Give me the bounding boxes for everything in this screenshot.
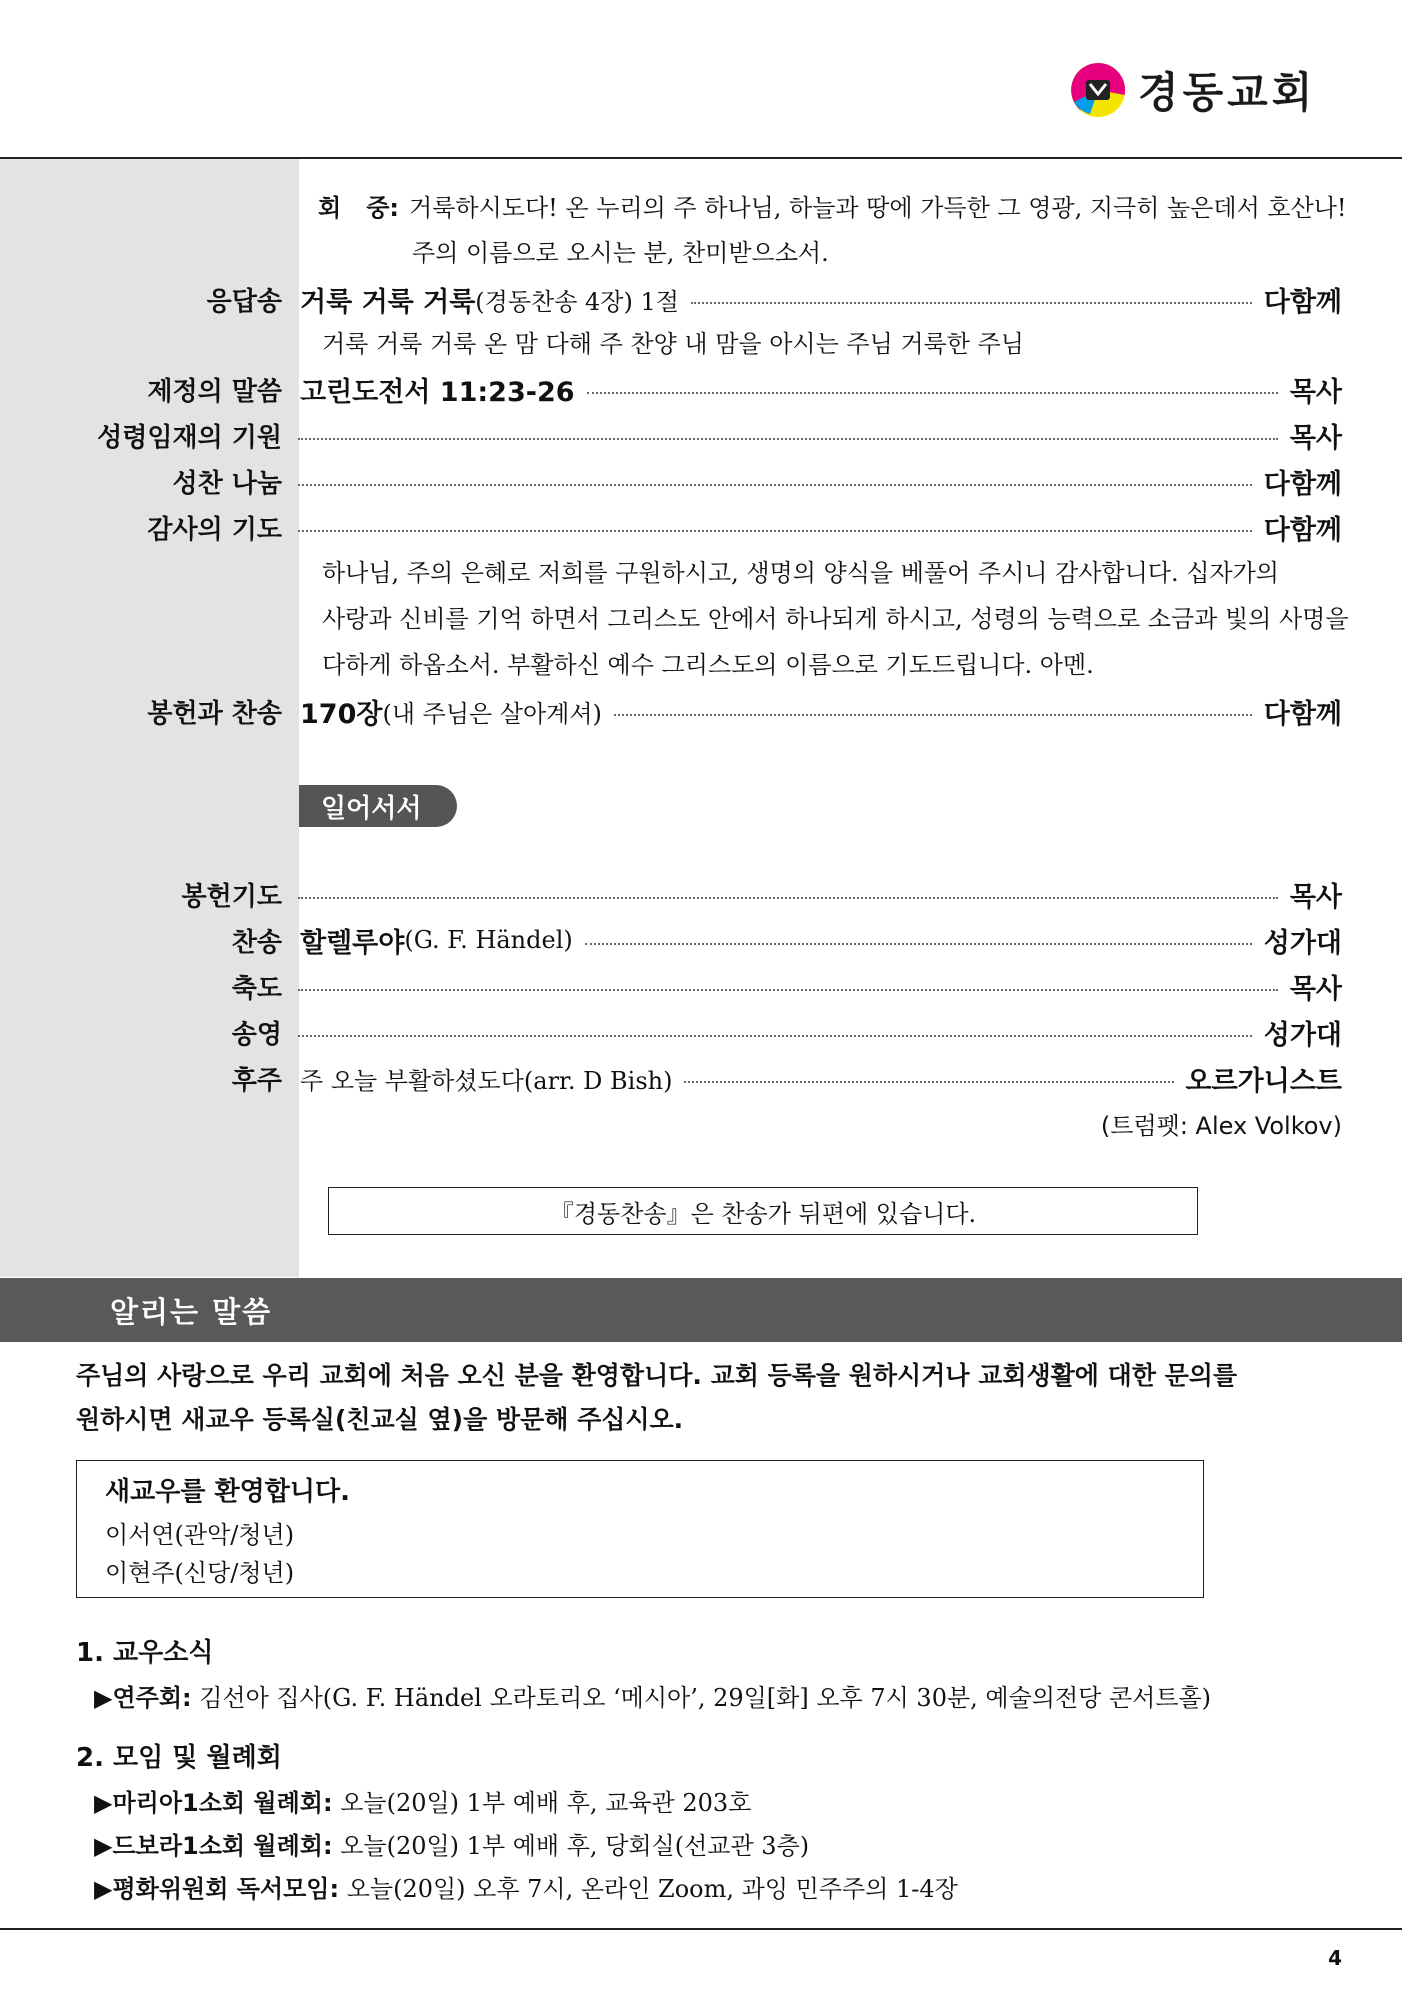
leader-dots [298,897,1278,899]
worship-item-leader: 목사 [1289,973,1342,1005]
response-lyrics: 거룩 거룩 거룩 온 맘 다해 주 찬양 내 맘을 아시는 주님 거룩한 주님 [322,330,1024,358]
newcomer-name: 이서연(관악/청년) [105,1521,295,1549]
worship-item-leader: 다함께 [1263,698,1342,730]
worship-item-leader: 성가대 [1263,1019,1342,1051]
newcomer-title: 새교우를 환영합니다. [105,1477,350,1507]
leader-dots [614,714,1252,716]
leader-dots [684,1081,1173,1083]
leader-dots [298,438,1278,440]
section-heading-meetings: 2. 모임 및 월례회 [76,1743,282,1773]
worship-item-institution [0,369,1342,409]
congregation-line-2: 주의 이름으로 오시는 분, 찬미받으소서. [412,239,829,267]
worship-item-label: 감사의 기도 [147,514,282,545]
worship-item-label: 성령임재의 기원 [97,422,282,453]
worship-item-communion [0,461,1342,501]
section-heading-member-news: 1. 교우소식 [76,1638,214,1668]
list-item [94,1826,809,1861]
hymnal-note: 『경동찬송』은 찬송가 뒤편에 있습니다. [328,1187,1198,1235]
item-text: 오늘(20일) 1부 예배 후, 교육관 203호 [332,1789,752,1817]
item-key: ▶마리아1소회 월례회: [94,1789,333,1817]
list-item [94,1869,958,1904]
worship-item-offering-prayer [0,874,1342,914]
worship-item-thanks-prayer [0,507,1342,547]
worship-item-label: 응답송 [206,286,282,317]
leader-dots [585,943,1252,945]
worship-item-sub: (경동찬송 4장) 1절 [475,287,679,316]
worship-item-epiclesis [0,415,1342,455]
church-logo [1070,60,1316,120]
congregation-label: 회 중: [318,194,400,222]
thanks-prayer-line-1: 하나님, 주의 은혜로 저희를 구원하시고, 생명의 양식을 베풀어 주시니 감사합니다. 십자가의 [322,559,1279,587]
worship-item-sub: (G. F. Händel) [404,926,573,954]
worship-item-leader: 다함께 [1263,514,1342,546]
worship-item-label: 제정의 말씀 [147,376,282,407]
welcome-message [76,1354,1336,1442]
item-key: ▶평화위원회 독서모임: [94,1875,340,1903]
worship-item-leader: 다함께 [1263,286,1342,318]
worship-item-title: 고린도전서 11:23-26 [300,376,575,408]
leader-dots [298,484,1252,486]
congregation-line-1: 거룩하시도다! 온 누리의 주 하나님, 하늘과 땅에 가득한 그 영광, 지극히 높은데서 호산나! [409,194,1347,222]
page-number: 4 [1328,1946,1342,1970]
worship-item-response-hymn [0,279,1342,319]
newcomer-box [76,1460,1204,1598]
worship-item-leader: 목사 [1289,422,1342,454]
worship-item-leader: 오르가니스트 [1185,1065,1342,1097]
worship-item-postlude [0,1058,1342,1098]
worship-item-title: 170장 [300,698,383,730]
worship-item-label: 찬송 [231,927,282,958]
worship-item-leader: 목사 [1289,376,1342,408]
item-text: 오늘(20일) 1부 예배 후, 당회실(선교관 3층) [332,1832,810,1860]
worship-item-anthem [0,920,1342,960]
worship-item-title: 거룩 거룩 거룩 [300,286,476,318]
worship-item-label: 성찬 나눔 [172,468,282,499]
list-item [94,1678,1211,1713]
leader-dots [298,1035,1252,1037]
announcements-header [0,1278,1402,1342]
worship-item-sub: (내 주님은 살아계셔) [382,699,602,728]
standing-badge: 일어서서 [299,785,457,827]
worship-item-label: 후주 [231,1065,282,1096]
worship-item-title: 할렐루야 [300,927,405,959]
worship-item-leader: 성가대 [1263,927,1342,959]
worship-item-label: 축도 [231,973,282,1004]
leader-dots [587,392,1278,394]
worship-item-benediction [0,966,1342,1006]
welcome-line-2: 원하시면 새교우 등록실(친교실 옆)을 방문해 주십시오. [76,1405,684,1434]
leader-dots [298,989,1278,991]
worship-item-offering-hymn [0,691,1342,731]
leader-dots [691,302,1252,304]
worship-item-label: 봉헌과 찬송 [147,698,282,729]
welcome-line-1: 주님의 사랑으로 우리 교회에 처음 오신 분을 환영합니다. 교회 등록을 원하시거나 교회생활에 대한 문의를 [76,1361,1238,1390]
announcements-title: 알리는 말씀 [110,1294,273,1329]
worship-item-sub: 주 오늘 부활하셨도다(arr. D Bish) [300,1066,673,1095]
item-text: 김선아 집사(G. F. Händel 오라토리오 ‘메시아’, 29일[화] 오후 7시 30분, 예술의전당 콘서트홀) [191,1684,1212,1712]
worship-item-doxology [0,1012,1342,1052]
worship-item-leader: 목사 [1289,881,1342,913]
item-key: ▶드보라1소회 월례회: [94,1832,333,1860]
list-item [94,1783,751,1818]
church-emblem-icon [1070,62,1126,118]
church-name: 경동교회 [1138,68,1317,117]
newcomer-name: 이현주(신당/청년) [105,1559,295,1587]
thanks-prayer-line-3: 다하게 하옵소서. 부활하신 예수 그리스도의 이름으로 기도드립니다. 아멘. [322,651,1094,679]
footer-divider [0,1928,1402,1930]
leader-dots [298,530,1252,532]
thanks-prayer-line-2: 사랑과 신비를 기억 하면서 그리스도 안에서 하나되게 하시고, 성령의 능력으로 소금과 빛의 사명을 [322,605,1349,633]
congregation-response [318,185,1347,231]
item-key: ▶연주회: [94,1684,192,1712]
worship-item-label: 봉헌기도 [181,881,282,912]
worship-item-label: 송영 [231,1019,282,1050]
worship-item-leader: 다함께 [1263,468,1342,500]
item-text: 오늘(20일) 오후 7시, 온라인 Zoom, 과잉 민주주의 1-4장 [339,1875,958,1903]
trumpet-credit: (트럼펫: Alex Volkov) [1100,1112,1342,1140]
